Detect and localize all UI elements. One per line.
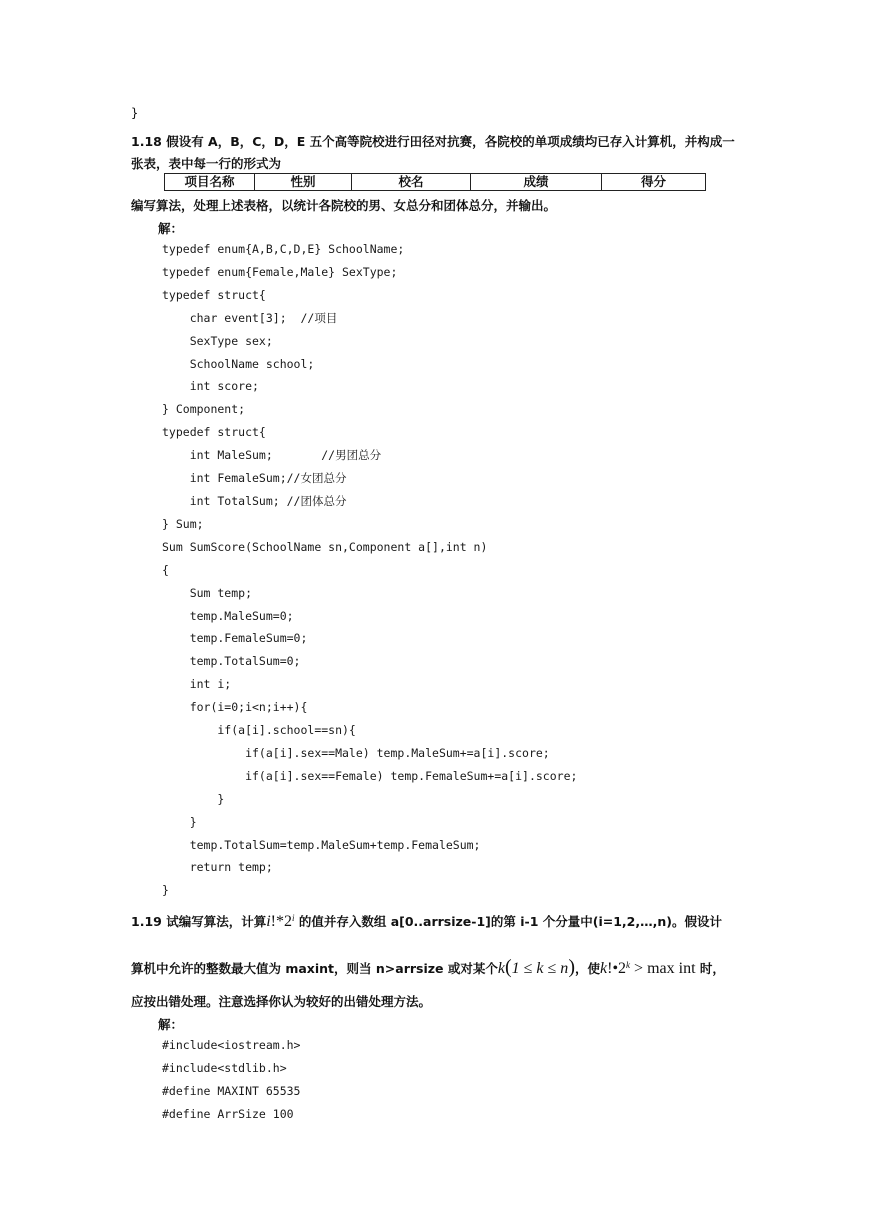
answer-label: 解： (158, 221, 184, 236)
table-header-cell: 得分 (602, 174, 706, 191)
code-line: typedef enum{Female,Male} SexType; (162, 264, 398, 279)
code-line: int MaleSum; //男团总分 (162, 448, 382, 463)
code-line: for(i=0;i<n;i++){ (162, 700, 308, 715)
code-line: typedef struct{ (162, 425, 266, 440)
code-line: #include<iostream.h> (162, 1038, 301, 1052)
code-line: int i; (162, 677, 232, 692)
code-line: SchoolName school; (162, 356, 315, 371)
code-line: } (162, 814, 197, 829)
code-line: SexType sex; (162, 333, 273, 348)
code-block-1-18 (162, 238, 577, 902)
code-line: return temp; (162, 860, 273, 875)
code-line: typedef struct{ (162, 287, 266, 302)
code-line: #define ArrSize 100 (162, 1107, 294, 1121)
code-line: #define MAXINT 65535 (162, 1084, 301, 1098)
code-line: int FemaleSum;//女团总分 (162, 471, 347, 486)
code-line: temp.FemaleSum=0; (162, 631, 308, 646)
table-header-cell: 成绩 (471, 174, 602, 191)
code-line: } (162, 791, 225, 806)
question-1-19-line-3: 应按出错处理。注意选择你认为较好的出错处理方法。 (131, 994, 432, 1009)
question-1-18-line-2: 张表，表中每一行的形式为 (131, 156, 282, 171)
code-line: int TotalSum; //团体总分 (162, 493, 347, 508)
code-line: temp.MaleSum=0; (162, 608, 294, 623)
table-header-cell: 性别 (255, 174, 352, 191)
code-line: } Sum; (162, 516, 204, 531)
code-line: typedef enum{A,B,C,D,E} SchoolName; (162, 242, 405, 256)
question-1-19-line-2: 算机中允许的整数最大值为 maxint，则当 n>arrsize 或对某个k(1 ≤ k ≤ n)，使$k!•2^k > \max$ int 时， (131, 956, 725, 978)
code-line: temp.TotalSum=0; (162, 654, 301, 669)
table-header-cell: 项目名称 (165, 174, 255, 191)
question-1-18-line-1: 1.18 假设有 A，B，C，D，E 五个高等院校进行田径对抗赛，各院校的单项成绩均已存入计算机，并构成一 (131, 134, 735, 149)
code-line: Sum temp; (162, 585, 253, 600)
code-line: } (162, 883, 169, 898)
closing-brace: } (131, 106, 139, 120)
code-line: { (162, 562, 169, 577)
question-1-18-line-3: 编写算法，处理上述表格，以统计各院校的男、女总分和团体总分，并输出。 (131, 198, 557, 213)
table-row (165, 174, 706, 191)
answer-label: 解： (158, 1017, 184, 1032)
code-line: } Component; (162, 402, 246, 417)
code-line: if(a[i].school==sn){ (162, 723, 356, 738)
code-line: int score; (162, 379, 259, 394)
code-line: char event[3]; //项目 (162, 310, 338, 325)
row-format-table (164, 173, 706, 191)
code-line: #include<stdlib.h> (162, 1061, 287, 1075)
code-line: if(a[i].sex==Female) temp.FemaleSum+=a[i].score; (162, 768, 578, 783)
code-block-1-19 (162, 1034, 300, 1126)
code-line: Sum SumScore(SchoolName sn,Component a[],int n) (162, 539, 488, 554)
code-line: if(a[i].sex==Male) temp.MaleSum+=a[i].score; (162, 745, 550, 760)
table-header-cell: 校名 (352, 174, 471, 191)
question-1-19-line-1: 1.19 试编写算法，计算i!*2$^i$ 的值并存入数组 a[0..arrsize-1]的第 i-1 个分量中(i=1,2,…,n)。假设计 (131, 912, 722, 930)
code-line: temp.TotalSum=temp.MaleSum+temp.FemaleSum; (162, 837, 481, 852)
